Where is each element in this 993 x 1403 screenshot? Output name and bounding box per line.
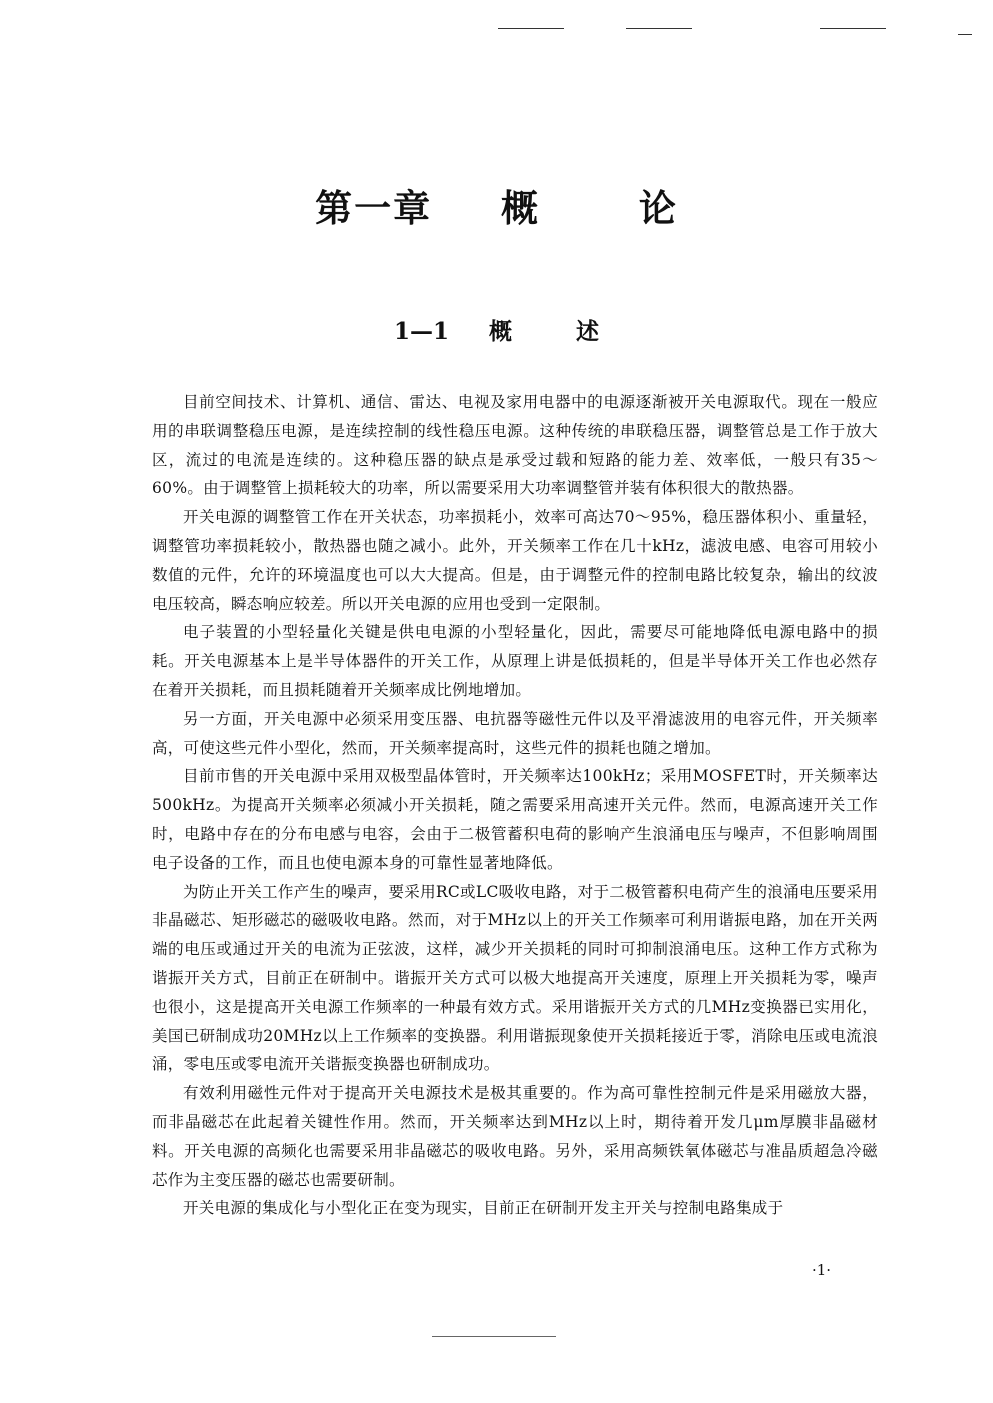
header-rule-2: [626, 28, 692, 29]
paragraph-8: 开关电源的集成化与小型化正在变为现实，目前正在研制开发主开关与控制电路集成于: [183, 1199, 784, 1218]
paragraph-1: 目前空间技术、计算机、通信、雷达、电视及家用电器中的电源逐渐被开关电源取代。现在一般应用的串联调整稳压电源，是连续控制的线性稳压电源。这种传统的串联稳压器，调整管总是工作于放大区，流过的电流是连续的。这种稳压器的缺点是承受过载和短路的能力差、效率低，一般只有35～60%。由于调整管上损耗较大的功率，所以需要采用大功率调整管并装有体积很大的散热器。: [152, 393, 878, 498]
chapter-title-char-1: 概: [501, 186, 540, 230]
chapter-label: 第一章: [315, 186, 433, 230]
paragraph-5: 目前市售的开关电源中采用双极型晶体管时，开关频率达100kHz；采用MOSFET时，开关频率达500kHz。为提高开关频率必须减小开关损耗，随之需要采用高速开关元件。然而，电源高速开关工作时，电路中存在的分布电感与电容，会由于二极管蓄积电荷的影响产生浪涌电压与噪声，不但影响周围电子设备的工作，而且也使电源本身的可靠性显著地降低。: [152, 767, 878, 872]
section-title-char-2: 述: [576, 318, 600, 345]
header-rule-1: [498, 28, 564, 29]
header-rule-4: [958, 34, 972, 35]
paragraph-2: 开关电源的调整管工作在开关状态，功率损耗小，效率可高达70～95%，稳压器体积小、重量轻，调整管功率损耗较小，散热器也随之减小。此外，开关频率工作在几十kHz，滤波电感、电容可用较小数值的元件，允许的环境温度也可以大大提高。但是，由于调整元件的控制电路比较复杂，输出的纹波电压较高，瞬态响应较差。所以开关电源的应用也受到一定限制。: [152, 508, 878, 613]
paragraph-7: 有效利用磁性元件对于提高开关电源技术是极其重要的。作为高可靠性控制元件是采用磁放大器，而非晶磁芯在此起着关键性作用。然而，开关频率达到MHz以上时，期待着开发几μm厚膜非晶磁材料。开关电源的高频化也需要采用非晶磁芯的吸收电路。另外，采用高频铁氧体磁芯与准晶质超急冷磁芯作为主变压器的磁芯也需要研制。: [152, 1084, 878, 1189]
paragraph-6: 为防止开关工作产生的噪声，要采用RC或LC吸收电路，对于二极管蓄积电荷产生的浪涌电压要采用非晶磁芯、矩形磁芯的磁吸收电路。然而，对于MHz以上的开关工作频率可利用谐振电路，加在开关两端的电压或通过开关的电流为正弦波，这样，减少开关损耗的同时可抑制浪涌电压。这种工作方式称为谐振开关方式，目前正在研制中。谐振开关方式可以极大地提高开关速度，原理上开关损耗为零，噪声也很小，这是提高开关电源工作频率的一种最有效方式。采用谐振开关方式的几MHz变换器已实用化，美国已研制成功20MHz以上工作频率的变换器。利用谐振现象使开关损耗接近于零，消除电压或电流浪涌，零电压或零电流开关谐振变换器也研制成功。: [152, 882, 878, 1074]
page-number: ·1·: [812, 1261, 832, 1279]
section-number: 1—1: [393, 318, 449, 345]
section-title-char-1: 概: [489, 318, 512, 345]
paragraph-4: 另一方面，开关电源中必须采用变压器、电抗器等磁性元件以及平滑滤波用的电容元件，开关频率高，可使这些元件小型化，然而，开关频率提高时，这些元件的损耗也随之增加。: [152, 709, 878, 757]
body-text: [152, 388, 878, 1223]
paragraph-3: 电子装置的小型轻量化关键是供电电源的小型轻量化，因此，需要尽可能地降低电源电路中的损耗。开关电源基本上是半导体器件的开关工作，从原理上讲是低损耗的，但是半导体开关工作也必然存在着开关损耗，而且损耗随着开关频率成比例地增加。: [152, 623, 878, 699]
section-title: [0, 312, 993, 352]
chapter-title-char-2: 论: [638, 186, 678, 230]
chapter-title: [0, 180, 993, 236]
footer-rule: [432, 1336, 556, 1337]
header-rule-3: [820, 28, 886, 29]
